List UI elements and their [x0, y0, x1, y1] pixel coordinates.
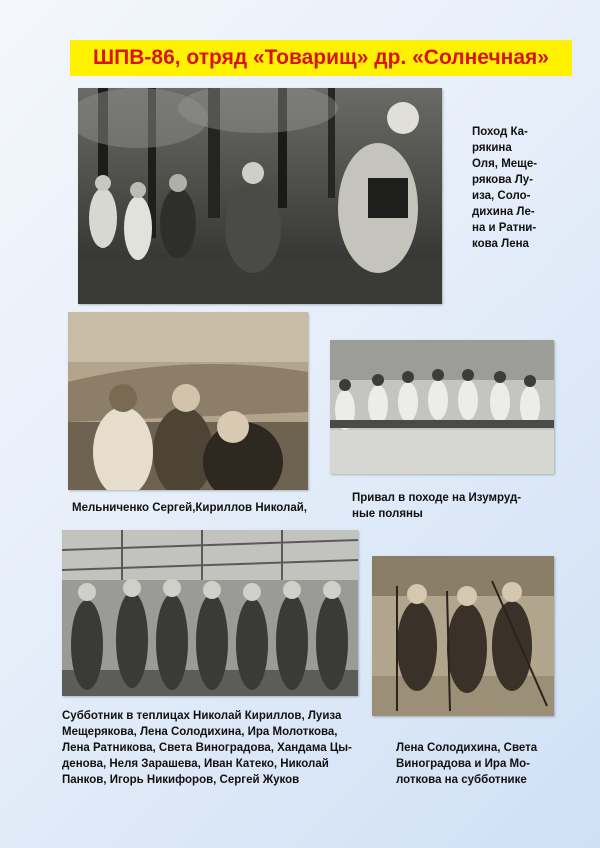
page-title-banner: [70, 40, 572, 76]
caption-line: денова, Неля Зарашева, Иван Катеко, Николай: [62, 758, 329, 770]
caption-line: Поход Ка-: [472, 126, 528, 138]
caption-line: дихина Ле-: [472, 206, 535, 218]
three-boys-photo: [68, 312, 308, 490]
caption-line: ные поляны: [352, 508, 423, 520]
caption-line: Привал в походе на Изумруд-: [352, 492, 522, 504]
girls-caption: [396, 740, 537, 788]
rest-caption: [352, 490, 521, 522]
caption-line: Мещерякова, Лена Солодихина, Ира Молоткова,: [62, 726, 338, 738]
caption-line: рякова Лу-: [472, 174, 534, 186]
caption-line: Панков, Игорь Никифоров, Сергей Жуков: [62, 774, 300, 786]
caption-line: лоткова на субботнике: [396, 774, 527, 786]
caption-line: Лена Солодихина, Света: [396, 742, 538, 754]
caption-line: Оля, Меще-: [472, 158, 538, 170]
caption-line: Виноградова и Ира Мо-: [396, 758, 530, 770]
subbotnik-caption: [62, 708, 352, 788]
caption-line: кова Лена: [472, 238, 529, 250]
caption-line: Мельниченко Сергей,Кириллов Николай,: [72, 502, 307, 514]
caption-line: Субботник в теплицах Николай Кириллов, Луиза: [62, 710, 342, 722]
boys-caption: [72, 500, 307, 516]
three-girls-rakes-photo: [372, 556, 554, 716]
caption-line: Лена Ратникова, Света Виноградова, Хандама Цы-: [62, 742, 352, 754]
page-title: ШПВ-86, отряд «Товарищ» др. «Солнечная»: [93, 46, 549, 69]
caption-line: иза, Соло-: [472, 190, 531, 202]
forest-hike-photo: [78, 88, 442, 304]
hike-caption: [472, 124, 537, 252]
caption-line: на и Ратни-: [472, 222, 537, 234]
group-sitting-photo: [330, 340, 554, 474]
greenhouse-group-photo: [62, 530, 358, 696]
caption-line: рякина: [472, 142, 512, 154]
